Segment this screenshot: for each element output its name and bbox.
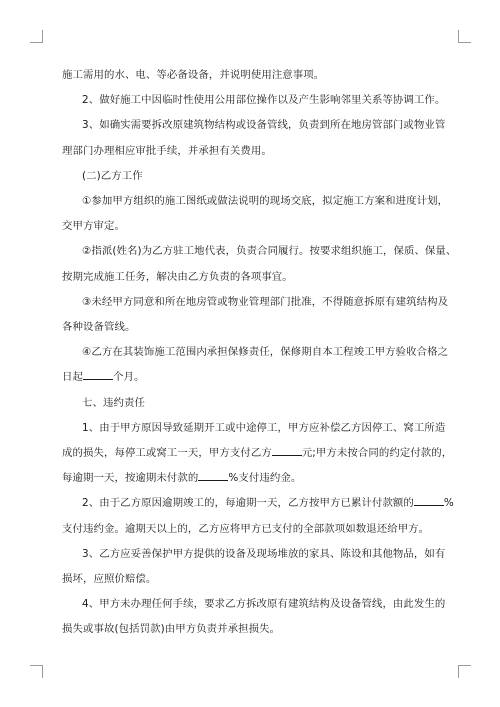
fill-blank [83, 369, 113, 380]
document-body [62, 63, 457, 643]
text-segment: %支付违约金。 [228, 472, 302, 485]
corner-mark-top-left [30, 30, 43, 43]
section-heading: 七、违约责任 [82, 396, 145, 409]
text-line: 支付违约金。逾期天以上的，乙方应将甲方已支付的全部款项如数退还给甲方。 [62, 522, 430, 535]
fill-blank [414, 495, 444, 506]
text-line: ④乙方在其装饰施工范围内承担保修责任，保修期自本工程竣工甲方验收合格之 [82, 346, 449, 359]
text-line: 各种设备管线。 [62, 321, 136, 334]
text-segment: 每逾期一天，按逾期未付款的 [62, 472, 199, 485]
text-segment: 2、由于乙方原因逾期竣工的，每逾期一天，乙方按甲方已累计付款额的 [82, 497, 414, 510]
text-segment: 日起 [62, 371, 83, 384]
text-line [62, 365, 442, 390]
section-heading: (二)乙方工作 [82, 169, 143, 182]
text-line: 交甲方审定。 [62, 220, 125, 233]
corner-mark-bottom-right [458, 665, 471, 678]
text-line: 损坏，应照价赔偿。 [62, 573, 157, 586]
text-line: 4、甲方未办理任何手续，要求乙方拆改原有建筑结构及设备管线，由此发生的 [82, 598, 446, 611]
corner-mark-bottom-left [30, 665, 43, 678]
fill-blank [272, 445, 302, 456]
corner-mark-top-right [458, 30, 471, 43]
text-line [62, 441, 453, 466]
text-line: 施工需用的水、电、等必备设备，并说明使用注意事项。 [62, 69, 325, 81]
text-line: 理部门办理相应审批手续，并承担有关费用。 [62, 144, 272, 157]
text-line: 2、做好施工中因临时性使用公用部位操作以及产生影响邻里关系等协调工作。 [82, 94, 446, 107]
text-segment: % [443, 497, 454, 510]
text-line: 损失或事故(包括罚款)由甲方负责并承担损失。 [62, 623, 281, 636]
fill-blank [198, 470, 228, 481]
text-segment: 元;甲方未按合同的约定付款的， [301, 447, 453, 460]
text-line [62, 466, 442, 491]
text-segment: 个月。 [112, 371, 145, 384]
text-line: ③未经甲方同意和所在地房管或物业管理部门批准，不得随意拆原有建筑结构及 [82, 295, 449, 308]
text-line: 按期完成施工任务，解决由乙方负责的各项事宜。 [62, 270, 293, 283]
text-line [62, 491, 454, 516]
text-line: ②指派(姓名)为乙方驻工地代表，负责合同履行。按要求组织施工，保质、保量、 [82, 245, 457, 258]
text-line: ①参加甲方组织的施工图纸或做法说明的现场交底，拟定施工方案和进度计划， [82, 195, 449, 208]
text-line: 1、由于甲方原因导致延期开工或中途停工，甲方应补偿乙方因停工、窝工所造 [82, 421, 446, 434]
text-line: 3、如确实需要拆改原建筑物结构或设备管线，负责到所在地房管部门或物业管 [82, 119, 446, 132]
text-segment: 成的损失，每停工或窝工一天，甲方支付乙方 [62, 447, 272, 460]
text-line: 3、乙方应妥善保护甲方提供的设备及现场堆放的家具、陈设和其他物品，如有 [82, 547, 446, 560]
